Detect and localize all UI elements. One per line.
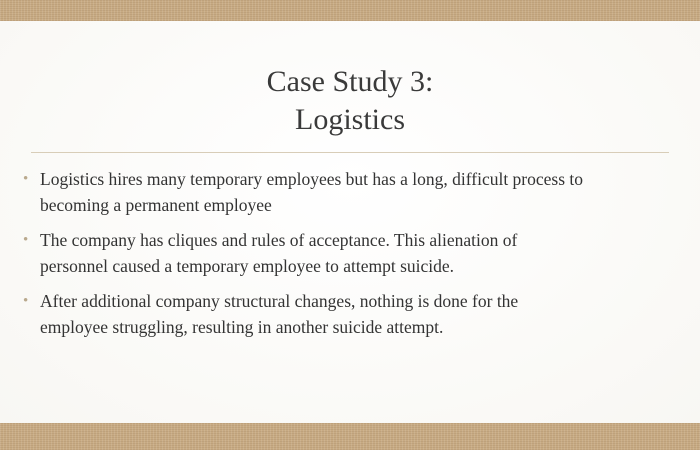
bullet-item [23,227,673,279]
bottom-decorative-band [0,423,700,450]
title-line-2: Logistics [295,103,405,136]
bullet-icon: • [23,171,29,187]
title-divider [31,152,669,153]
bullet-list [23,166,673,349]
slide-title [0,63,700,139]
bullet-icon: • [23,293,29,309]
bullet-icon: • [23,232,29,248]
bullet-text-line: After additional company structural changes, nothing is done for the [40,291,519,311]
bullet-text-line: becoming a permanent employee [40,195,272,215]
bullet-text-line: personnel caused a temporary employee to attempt suicide. [40,256,455,276]
bullet-item [23,288,673,340]
bullet-item [23,166,673,218]
top-decorative-band [0,0,700,21]
bullet-text-line: The company has cliques and rules of acceptance. This alienation of [40,230,518,250]
title-line-1: Case Study 3: [266,65,434,98]
bullet-text-line: employee struggling, resulting in another suicide attempt. [40,317,444,337]
slide [0,21,700,423]
bullet-text-line: Logistics hires many temporary employees but has a long, difficult process to [40,169,584,189]
